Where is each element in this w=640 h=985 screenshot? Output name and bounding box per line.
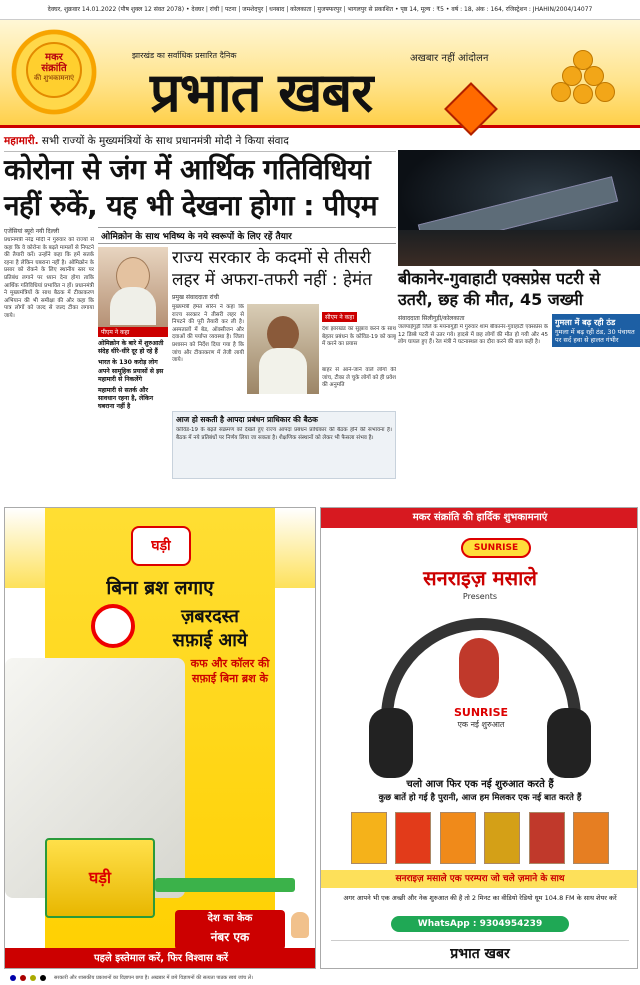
ghadi-line2: ज़बरदस्त [181,606,239,627]
sun-icon [6,24,102,120]
train-accident-photo[interactable] [398,150,640,266]
sunrise-logo: SUNRISE [461,538,531,558]
sunrise-title: सनराइज़ मसाले [423,566,537,590]
sunrise-presents: Presents [462,592,498,601]
whatsapp-button[interactable]: WhatsApp : 9304954239 [391,916,569,932]
lead-bullet: महामारी से सतर्क और सावधान रहना है, लेकिन घबराना नहीं है [98,387,154,411]
masthead [0,20,640,128]
partner-logo: प्रभात खबर [450,946,510,962]
cm-tag: सीएम ने कहा [322,312,357,322]
greeting-line2: संक्रांति [41,63,67,74]
mic-sub: एक नई शुरुआत [457,720,505,729]
gumla-box-title: गुमला में बढ़ रही ठंड [555,318,616,327]
detergent-pack: घड़ी [45,838,155,918]
sunrise-strip: सनराइज़ मसाले एक परम्परा जो चले ज़माने के साथ [321,870,638,888]
slogan: अखबार नहीं आंदोलन [410,53,489,64]
lead-bullet: ओमिक्रोन के बारे में शुरुआती संदेह धीरे-धीरे दूर हो रहे हैं [98,340,164,356]
photo-caption: पीएम ने कहा [98,327,168,337]
second-headline[interactable]: राज्य सरकार के कदमों से तीसरी लहर में अफरा-तफरी नहीं : हेमंत [172,248,372,290]
ghadi-line5: सफ़ाई बिना ब्रश के [192,672,268,685]
cm-point: देश झारखंड का सुझाव करने के साथ बेहतर प्रबंधन के कोविड-19 को काबू में करने का प्रयास [322,326,396,348]
product-shelf [351,812,609,864]
date-line: देवघर, शुक्रवार 14.01.2022 (पौष शुक्ल 12 संवत 2078) • देवघर | रांची | पटना | जमशेदपुर | धनबाद | कोलकाता | मुजफ्फरपुर | भागलपुर से प्रकाशित • पृष्ठ 14, मूल्य : ₹5 • वर्ष : 18, अंक : 164, रजिस्ट्रेशन : JHAHIN/2004/14077 [0,0,640,20]
ghadi-slogan1: देश का केक [207,913,253,924]
sunrise-header: मकर संक्रांति की हार्दिक शुभकामनाएं [321,508,638,528]
lead-body: प्रधानमंत्री नरेंद्र मोदी ने गुरुवार को राज्यों से कहा कि वे कोरोना के बढ़ते मामलों से निपटने की तैयारी करें। उन्होंने कहा कि हमें सतर्क रहना है लेकिन घबराना नहीं है। ओमिक्रोन के प्रसार को रोकने के लिए स्थानीय स्तर पर प्रतिबंध लगाने पर ध्यान देना होगा ताकि आर्थिक गतिविधियां प्रभावित न हों। प्रधानमंत्री ने मुख्यमंत्रियों के साथ बैठक में टीकाकरण अभियान की भी समीक्षा की और कहा कि पात्र लोगों को जल्द से जल्द टीका लगाया जाये। [4,237,94,319]
lead-headline-line1[interactable]: कोरोना से जंग में आर्थिक गतिविधियां [4,153,371,186]
ghadi-line4: कफ और कॉलर की [190,657,270,670]
sunrise-ad[interactable] [320,507,638,969]
meeting-box-title: आज हो सकती है आपदा प्रबंधन प्राधिकार की बैठक [176,415,318,424]
lead-headline-line2[interactable]: नहीं रुकें, यह भी देखना होगा : पीएम [4,189,378,222]
ghadi-line3: सफ़ाई आये [172,630,248,651]
kite-icon [444,82,498,136]
second-byline: प्रमुख संवाददाता रांची [172,294,219,301]
ghadi-bottom: पहले इस्तेमाल करें, फिर विश्वास करें [5,948,316,969]
cm-photo [247,304,319,394]
meeting-box-body: कोविड-19 के बढ़ते संक्रमण को देखते हुए राज्य आपदा प्रबंधन प्राधिकार की बैठक होने की संभावना है। बैठक में नये प्रतिबंधों पर निर्णय लिया जा सकता है। शैक्षणिक संस्थानों को लेकर भी फैसला संभव है। [176,427,392,441]
greeting-line3: की शुभकामनाएं [33,74,75,82]
thumbs-up-icon [291,912,309,938]
kicker-text: सभी राज्यों के मुख्यमंत्रियों के साथ प्रधानमंत्री मोदी ने किया संवाद [41,135,289,147]
rail-body: जलपाईगुड़ी जिले के मयनागुड़ी में गुरुवार शाम बीकानेर-गुवाहाटी एक्सप्रेस के 12 डिब्बे पटरी से उतर गये। हादसे में छह लोगों की मौत हो गयी और 45 लोग घायल हुए हैं। रेल मंत्री ने घटनास्थल का दौरा करने की बात कही है। [398,324,548,346]
lead-kicker [4,134,396,148]
lead-bullet: भारत के 130 करोड़ लोग अपने सामूहिक प्रयासों से इस महामारी से निकलेंगे [98,359,164,383]
ghadi-slogan2: नंबर एक [210,930,250,944]
rail-headline[interactable]: बीकानेर-गुवाहाटी एक्सप्रेस पटरी से उतरी, छह की मौत, 45 जख्मी [398,269,601,309]
lead-subhead: ओमिक्रोन के साथ भविष्य के नये स्वरूपों के लिए रहें तैयार [98,227,396,244]
greeting-line1: मकर [45,52,63,63]
sunrise-tagline2: कुछ बातें हो गई है पुरानी, आज हम मिलकर एक नई बात करते हैं [378,793,582,803]
ghadi-line1: बिना ब्रश लगाए [106,577,214,599]
mic-text: SUNRISE [453,706,509,719]
newspaper-logo[interactable]: प्रभात खबर [150,60,373,124]
pm-photo [98,247,168,327]
ghadi-ad[interactable] [4,507,316,969]
gumla-box-body: गुमला में बढ़ रही ठंड, 30 पंचायत पर सर्द हवा से हालत गंभीर [555,328,635,344]
lead-byline: एजेंसियां ब्यूरो नयी दिल्ली [4,228,60,235]
sweets-icon [545,42,630,122]
sunrise-cta: अगर आपने भी एक अच्छी और नेक शुरुआत की है तो 2 मिनट का वीडियो रेडियो धूम 104.8 FM के साथ शेयर करें [343,894,617,902]
ghadi-logo: घड़ी [131,526,191,566]
meeting-box [172,411,396,479]
cm-point: बाहर से आने-जाने वाले लोगों की जांच, टीका ले चुके लोगों को ही प्रवेश की अनुमति [322,367,396,389]
sunrise-tagline1: चलो आज फिर एक नई शुरुआत करते हैं [406,779,554,790]
footer-text: सरकारी और शासकीय प्रकाशनों का विज्ञापन छपा है। अखबार में छपे विज्ञापनों की सत्यता पाठक स्वयं जांच लें। [54,975,254,981]
second-body: मुख्यमंत्री हेमंत सोरेन ने कहा कि राज्य सरकार ने तीसरी लहर से निपटने की पूरी तैयारी कर ली है। अस्पतालों में बेड, ऑक्सीजन और दवाओं की पर्याप्त व्यवस्था है। जिला प्रशासन को निर्देश दिया गया है कि जांच और टीकाकरण में तेजी लायी जाये। [172,304,244,364]
rail-story [398,134,640,504]
footer [0,971,640,985]
mic-icon [459,638,499,698]
no-brush-icon [91,604,135,648]
kicker-label: महामारी. [4,135,39,147]
rail-byline: संवाददाता सिलीगुड़ी/कोलकाता [398,315,465,322]
tagline: झारखंड का सर्वाधिक प्रसारित दैनिक [132,51,237,60]
gumla-box [552,314,640,347]
lead-story [4,134,396,504]
